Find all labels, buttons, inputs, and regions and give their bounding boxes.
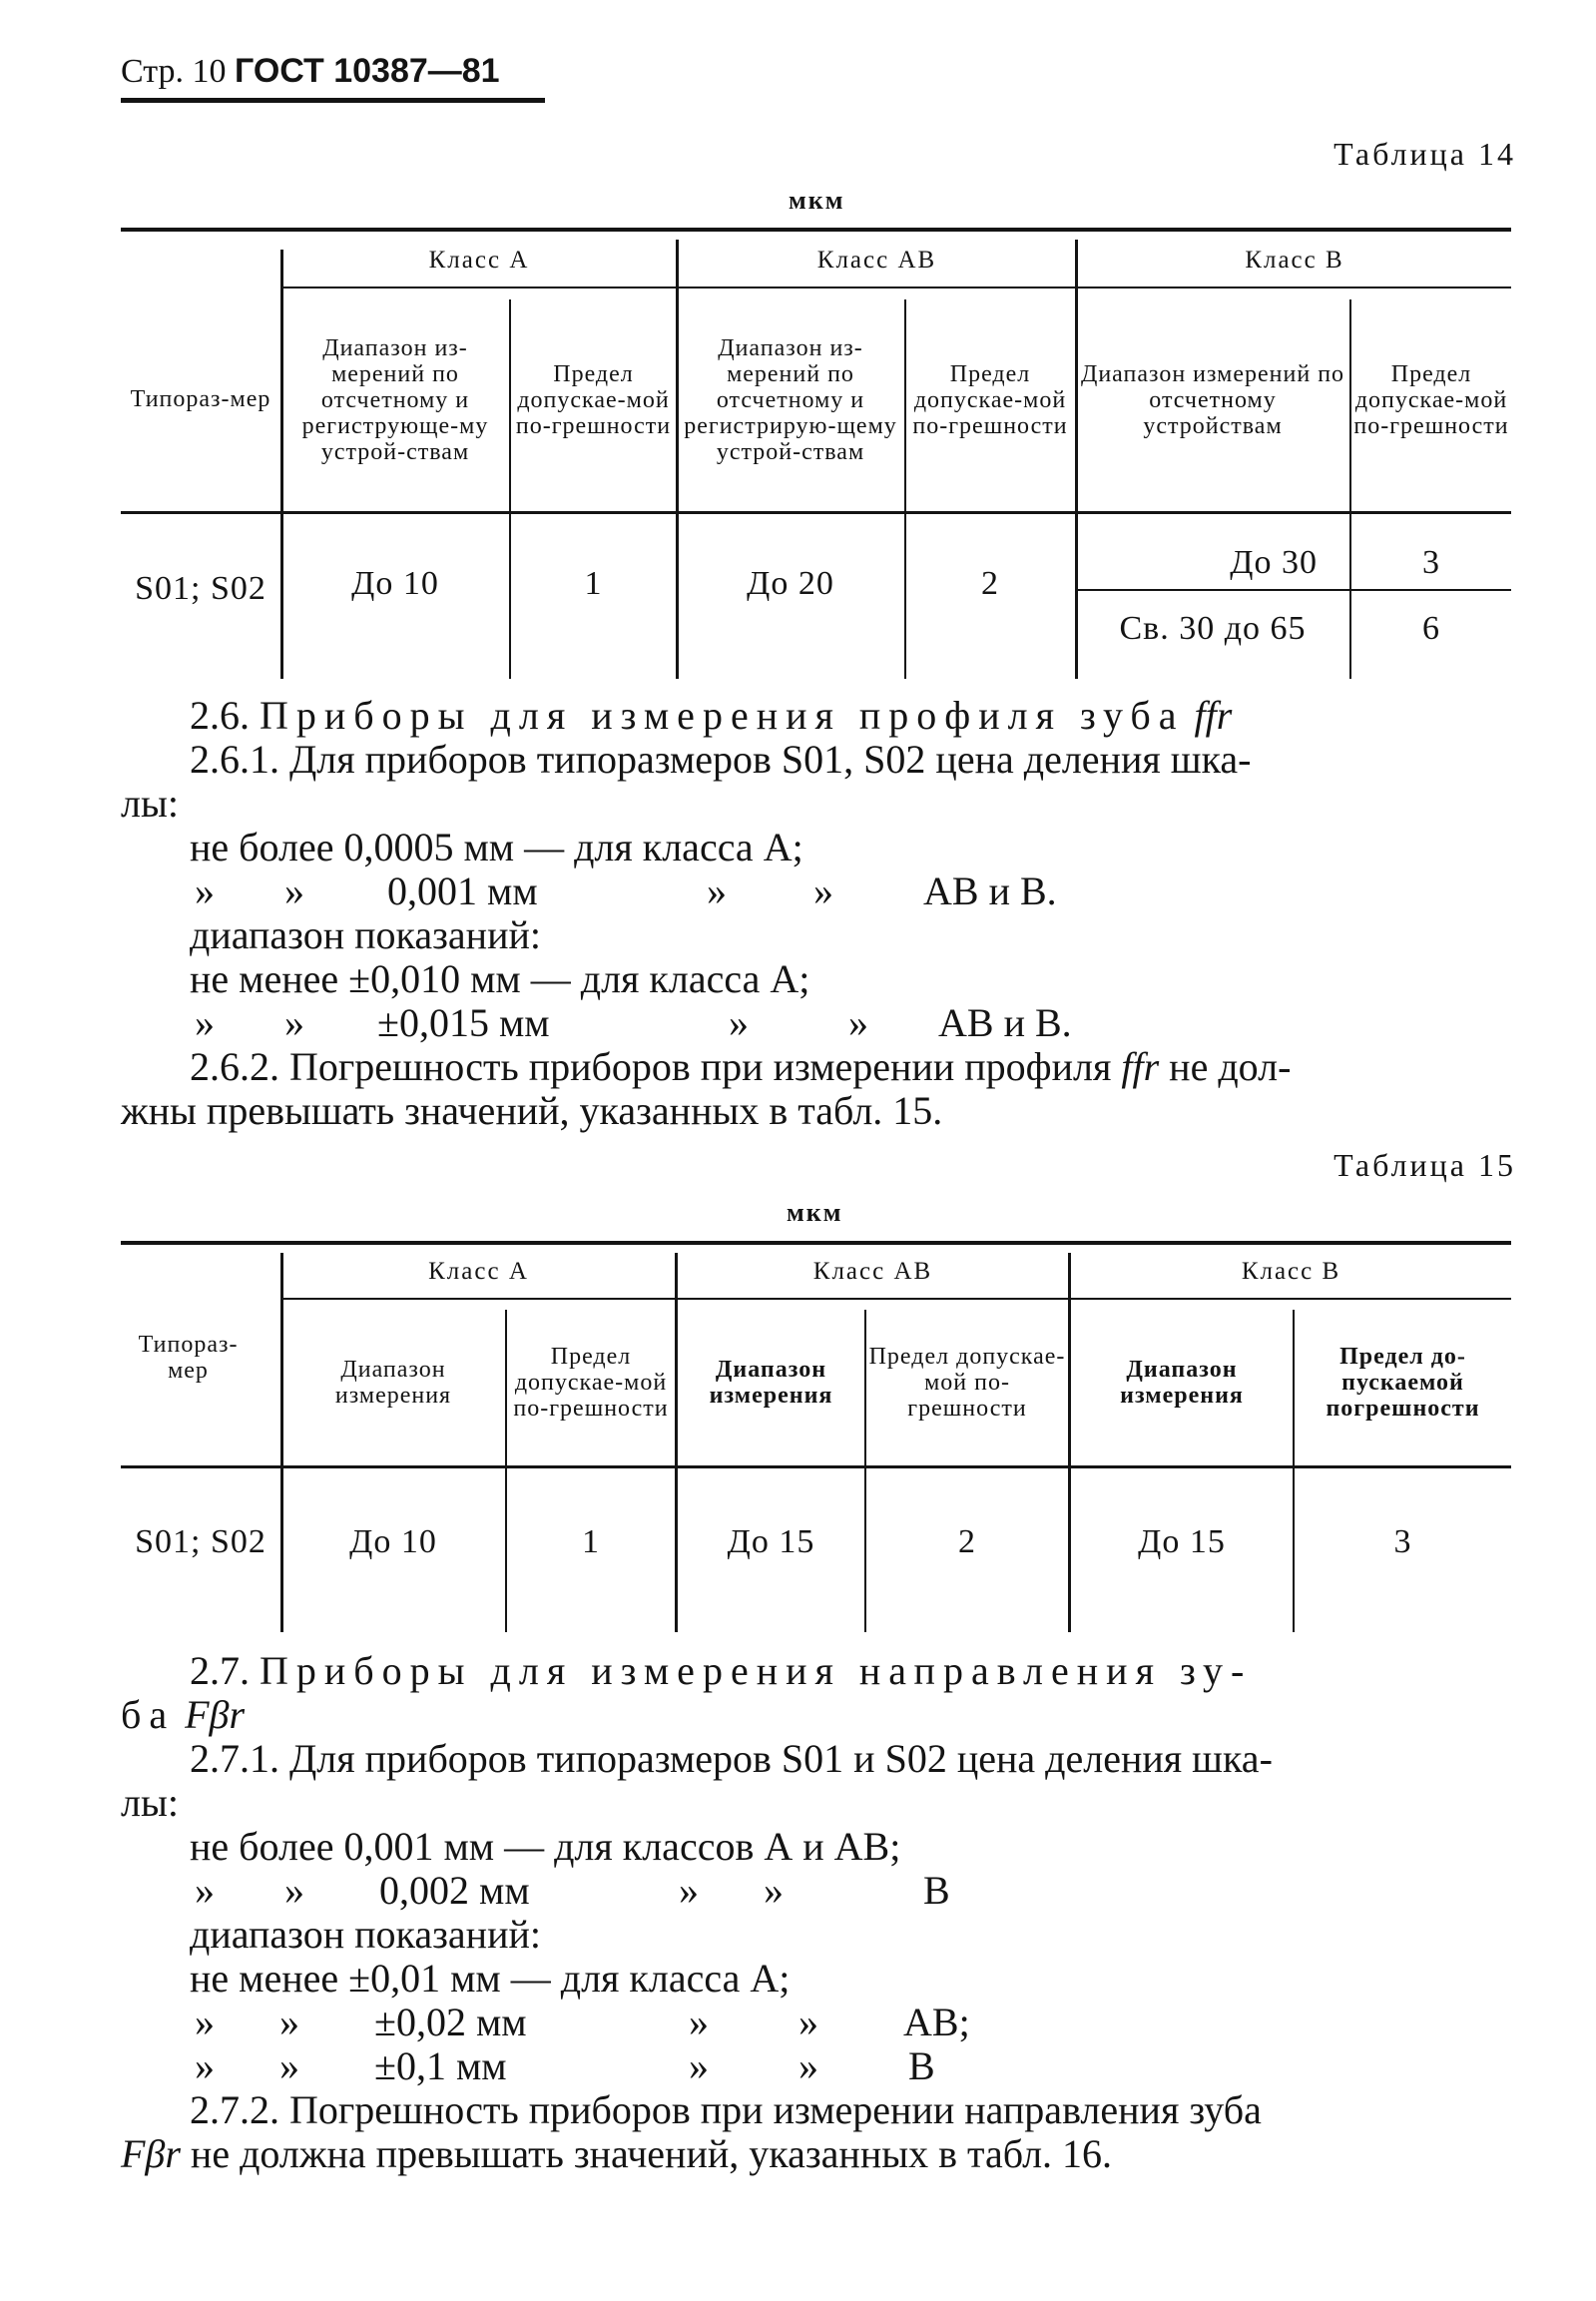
table15-ab-range-value: До 15 <box>727 1523 815 1560</box>
section-2-7-1-line1: 2.7.1. Для приборов типоразмеров S01 и S02 цена деления шка- <box>190 1736 1273 1781</box>
table14-header-class-ab: Класс АВ <box>816 247 937 274</box>
table15-header-class-ab: Класс АВ <box>812 1258 933 1285</box>
section-2-7-2-line1: 2.7.2. Погрешность приборов при измерении направления зуба <box>190 2087 1262 2132</box>
table15-a-range-value: До 10 <box>349 1523 437 1560</box>
table15-caption: Таблица 15 <box>1333 1147 1516 1183</box>
table14-unit: мкм <box>789 186 845 215</box>
table14-header-class-a: Класс А <box>428 247 530 274</box>
range-line-1: не менее ±0,010 мм — для класса А; <box>190 956 810 1001</box>
table14-header-b-range: Диапазон измерений по отсчетному устройствам <box>1080 361 1345 439</box>
table14-header-class-b: Класс В <box>1245 247 1344 274</box>
table15-header-b-error: Предел до-пускаемой погрешности <box>1326 1344 1480 1422</box>
page-number: Стр. 10 <box>121 53 227 90</box>
table14-a-error-value: 1 <box>584 565 603 602</box>
table14-b-range-value-1: До 30 <box>1230 544 1318 581</box>
section-2-6-1-line1: 2.6.1. Для приборов типоразмеров S01, S02 цена деления шка- <box>190 737 1252 782</box>
table14-b-error-value-1: 3 <box>1422 544 1440 581</box>
table14-header-ab-error: Предел допускае-мой по-грешности <box>912 361 1068 439</box>
page-header <box>121 52 500 91</box>
table15-row-size: S01; S02 <box>135 1523 266 1560</box>
range2-heading: диапазон показаний: <box>190 1912 541 1957</box>
table15-header-class-a: Класс А <box>428 1258 529 1285</box>
section-2-7-2-line2: Fβr не должна превышать значений, указанных в табл. 16. <box>121 2131 1113 2176</box>
table15-header-ab-error: Предел допускае-мой по-грешности <box>868 1344 1066 1422</box>
table15-header-class-b: Класс В <box>1241 1258 1341 1285</box>
table14-caption: Таблица 14 <box>1333 136 1516 172</box>
table14-ab-error-value: 2 <box>981 565 999 602</box>
table14-ab-range-value: До 20 <box>747 565 834 602</box>
range2-line-1: не менее ±0,01 мм — для класса А; <box>190 1956 791 2001</box>
document-code: ГОСТ 10387—81 <box>235 52 500 90</box>
table15-header-a-error: Предел допускае-мой по-грешности <box>513 1344 669 1422</box>
table15-unit: мкм <box>787 1198 843 1227</box>
table15-header-size: Типораз-мер <box>138 1332 239 1384</box>
scale2-line-1: не более 0,001 мм — для классов А и АВ; <box>190 1824 901 1869</box>
section-2-6-heading: 2.6. Приборы для измерения профиля зуба ffr <box>190 693 1233 738</box>
table14-header-b-error: Предел допускае-мой по-грешности <box>1353 361 1509 439</box>
table15-header-a-range: Диапазон измерения <box>334 1357 452 1409</box>
table14-b-range-value-2: Св. 30 до 65 <box>1119 610 1307 647</box>
header-rule <box>121 98 545 103</box>
table14-header-a-error: Предел допускае-мой по-грешности <box>515 361 672 439</box>
table15-a-error-value: 1 <box>582 1523 600 1560</box>
section-2-7-heading: 2.7. Приборы для измерения направления зу- <box>190 1648 1253 1693</box>
section-2-6-1-line2: лы: <box>121 781 179 826</box>
section-2-6-2-line2: жны превышать значений, указанных в табл. 15. <box>121 1088 943 1133</box>
table14-header-a-range: Диапазон из-мерений по отсчетному и региструюще-му устрой-ствам <box>301 335 489 465</box>
table14-header-ab-range: Диапазон из-мерений по отсчетному и регистрирую-щему устрой-ствам <box>684 335 897 465</box>
table15-header-ab-range: Диапазон измерения <box>709 1357 833 1409</box>
range-heading: диапазон показаний: <box>190 912 541 957</box>
scale-line-1: не более 0,0005 мм — для класса А; <box>190 825 803 869</box>
table14-row-size: S01; S02 <box>135 570 266 607</box>
section-2-7-1-line2: лы: <box>121 1780 179 1825</box>
table15-b-range-value: До 15 <box>1138 1523 1226 1560</box>
section-2-7-heading-cont: ба Fβr <box>121 1692 246 1737</box>
table15-header-b-range: Диапазон измерения <box>1120 1357 1244 1409</box>
table14-b-error-value-2: 6 <box>1422 610 1440 647</box>
table15-ab-error-value: 2 <box>958 1523 976 1560</box>
section-2-6-2-line1: 2.6.2. Погрешность приборов при измерении профиля ffr не дол- <box>190 1044 1292 1089</box>
table14-a-range-value: До 10 <box>351 565 439 602</box>
table14-header-size: Типораз-мер <box>130 386 271 412</box>
table15-b-error-value: 3 <box>1393 1523 1412 1560</box>
